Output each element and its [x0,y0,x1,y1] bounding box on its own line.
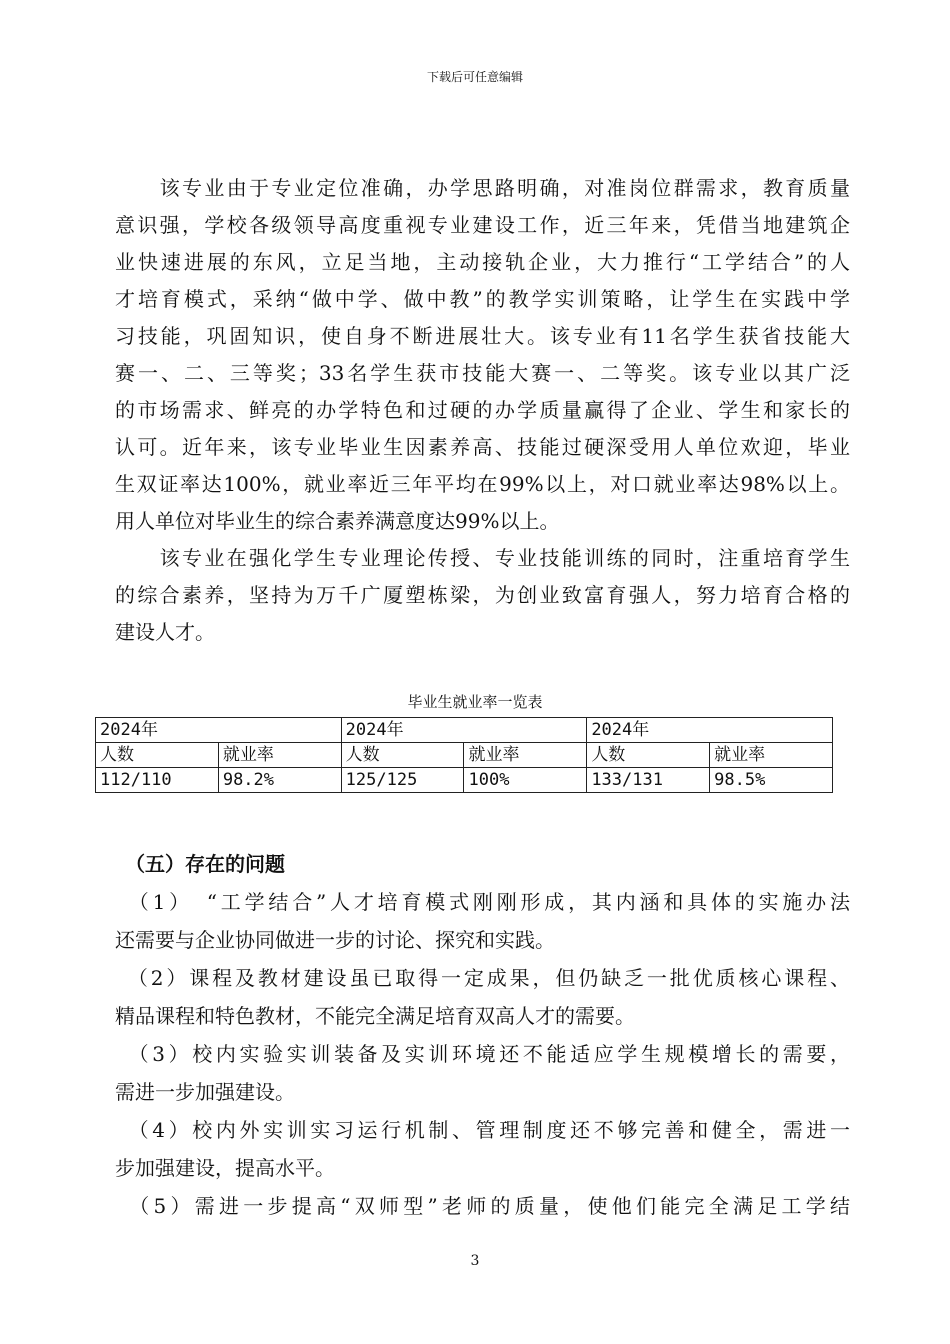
table-cell: 133/131 [587,768,710,793]
paragraph-line: （4）校内外实训实习运行机制、管理制度还不够完善和健全，需进一 [115,1118,850,1142]
paragraph-line: 的市场需求、鲜亮的办学特色和过硬的办学质量赢得了企业、学生和家长的 [115,398,850,422]
paragraph-line: （1） “工学结合”人才培育模式刚刚形成，其内涵和具体的实施办法 [115,890,850,914]
page-number: 3 [470,1253,480,1269]
column-header: 人数 [96,743,219,768]
table-caption: 毕业生就业率一览表 [407,693,543,711]
column-header: 就业率 [710,743,833,768]
paragraph-line: 精品课程和特色教材，不能完全满足培育双高人才的需要。 [115,1004,635,1028]
paragraph-line: 的综合素养，坚持为万千广厦塑栋梁，为创业致富育强人，努力培育合格的 [115,583,850,607]
employment-rate-table [95,717,833,793]
paragraph-line: （3）校内实验实训装备及实训环境还不能适应学生规模增长的需要， [115,1042,850,1066]
table-header-row [96,743,833,768]
table-cell: 100% [464,768,587,793]
year-cell: 2024年 [587,718,833,743]
table-cell: 112/110 [96,768,219,793]
paragraph-line: 步加强建设，提高水平。 [115,1156,335,1180]
paragraph-line: 需进一步加强建设。 [115,1080,295,1104]
paragraph-line: 习技能，巩固知识，使自身不断进展壮大。该专业有11名学生获省技能大 [115,324,850,348]
paragraph-line: 才培育模式，采纳“做中学、做中教”的教学实训策略，让学生在实践中学 [115,287,850,311]
column-header: 人数 [341,743,464,768]
paragraph-line: 该专业在强化学生专业理论传授、专业技能训练的同时，注重培育学生 [115,546,850,570]
table-row [96,768,833,793]
column-header: 就业率 [464,743,587,768]
table-cell: 98.5% [710,768,833,793]
page-header: 下载后可任意编辑 [426,70,523,84]
paragraph-line: 用人单位对毕业生的综合素养满意度达99%以上。 [115,509,560,533]
paragraph-line: 生双证率达100%，就业率近三年平均在99%以上，对口就业率达98%以上。 [115,472,850,496]
paragraph-line: 业快速进展的东风，立足当地，主动接轨企业，大力推行“工学结合”的人 [115,250,850,274]
year-cell: 2024年 [341,718,587,743]
paragraph-line: 意识强，学校各级领导高度重视专业建设工作，近三年来，凭借当地建筑企 [115,213,850,237]
paragraph-line: 认可。近年来，该专业毕业生因素养高、技能过硬深受用人单位欢迎，毕业 [115,435,850,459]
paragraph-line: 赛一、二、三等奖；33名学生获市技能大赛一、二等奖。该专业以其广泛 [115,361,850,385]
paragraph-line: （2）课程及教材建设虽已取得一定成果，但仍缺乏一批优质核心课程、 [115,966,850,990]
column-header: 人数 [587,743,710,768]
table-year-row [96,718,833,743]
paragraph-line: 建设人才。 [115,620,215,644]
paragraph-line: （5）需进一步提高“双师型”老师的质量，使他们能完全满足工学结 [115,1194,850,1218]
section-title: （五）存在的问题 [115,852,285,876]
year-cell: 2024年 [96,718,342,743]
column-header: 就业率 [218,743,341,768]
paragraph-line: 还需要与企业协同做进一步的讨论、探究和实践。 [115,928,555,952]
table-cell: 125/125 [341,768,464,793]
paragraph-line: 该专业由于专业定位准确，办学思路明确，对准岗位群需求，教育质量 [115,176,850,200]
table-cell: 98.2% [218,768,341,793]
